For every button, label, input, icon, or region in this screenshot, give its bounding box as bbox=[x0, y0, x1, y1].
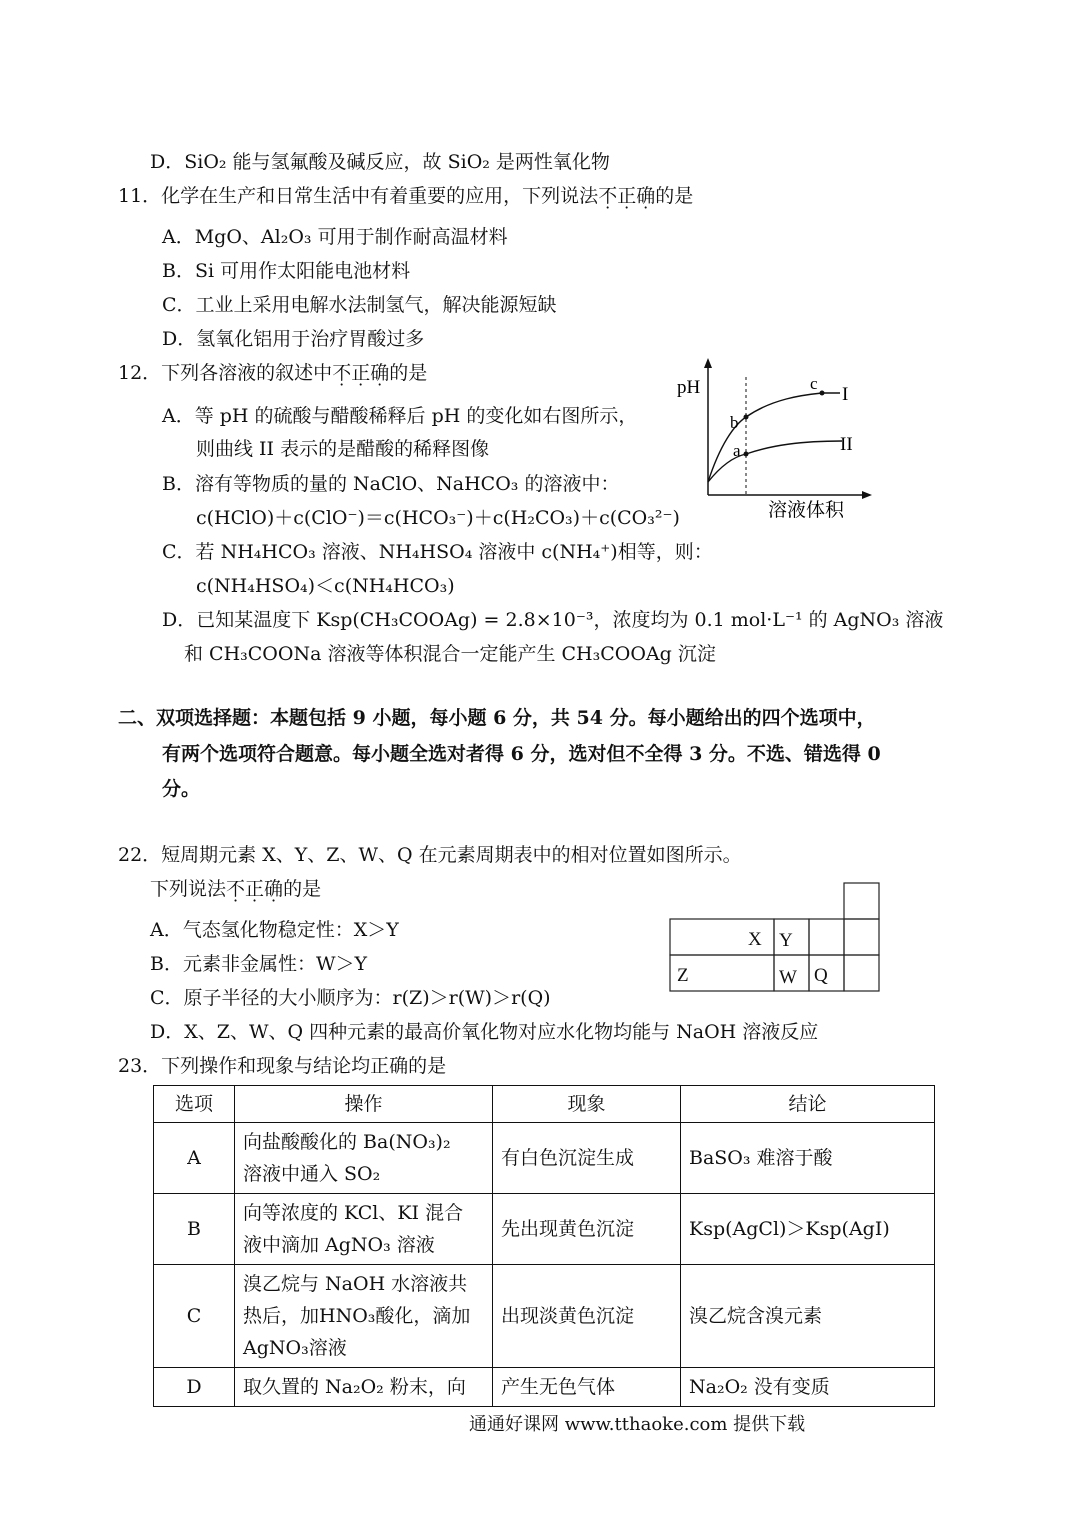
cell-row1-c3 bbox=[809, 919, 844, 955]
q23-answer-table bbox=[153, 1085, 935, 1407]
q22-option-a: A．气态氢化物稳定性：X＞Y bbox=[150, 919, 399, 941]
q12-option-c-line2: c(NH₄HSO₄)＜c(NH₄HCO₃) bbox=[196, 575, 455, 597]
q11-option-b: B．Si 可用作太阳能电池材料 bbox=[162, 260, 411, 282]
cell-top-right bbox=[844, 883, 879, 919]
row-c-op-line3: AgNO₃溶液 bbox=[243, 1337, 347, 1359]
point-c-label: c bbox=[810, 374, 818, 393]
curve-i-label: I bbox=[842, 384, 849, 405]
row-a-op-line2: 溶液中通入 SO₂ bbox=[243, 1163, 381, 1185]
ph-dilution-graph bbox=[672, 355, 877, 520]
q12-option-a-line1: A．等 pH 的硫酸与醋酸稀释后 pH 的变化如右图所示， bbox=[162, 405, 638, 427]
element-z: Z bbox=[677, 965, 689, 986]
q11-option-a: A．MgO、Al₂O₃ 可用于制作耐高温材料 bbox=[162, 226, 508, 248]
header-conclusion: 结论 bbox=[681, 1086, 935, 1123]
row-a-operation bbox=[235, 1123, 493, 1194]
q11-stem-b: 的是 bbox=[655, 185, 694, 207]
row-a-option: A bbox=[154, 1123, 235, 1194]
q11-stem bbox=[118, 184, 693, 208]
row-b-op-line1: 向等浓度的 KCl、KI 混合 bbox=[243, 1202, 464, 1224]
q22-option-c: C．原子半径的大小顺序为：r(Z)＞r(W)＞r(Q) bbox=[150, 987, 551, 1009]
point-b-label: b bbox=[730, 413, 739, 432]
cell-row1-c4 bbox=[844, 919, 879, 955]
row-d-option: D bbox=[154, 1368, 235, 1407]
q11-option-d: D．氢氧化铝用于治疗胃酸过多 bbox=[162, 328, 425, 350]
row-b-op-line2: 液中滴加 AgNO₃ 溶液 bbox=[243, 1234, 435, 1256]
row-d-phenomenon: 产生无色气体 bbox=[493, 1368, 681, 1407]
x-axis-label: 溶液体积 bbox=[768, 500, 845, 520]
q22-emphasis-3: 确 bbox=[264, 878, 284, 900]
section2-heading-line2: 有两个选项符合题意。每小题全选对者得 6 分，选对但不全得 3 分。不选、错选得 0 bbox=[162, 743, 881, 765]
table-row bbox=[154, 1265, 935, 1368]
periodic-table-fragment bbox=[668, 881, 882, 995]
q12-emphasis-2: 正 bbox=[351, 362, 371, 384]
element-y: Y bbox=[779, 930, 793, 951]
curve-ii bbox=[708, 441, 842, 482]
row-b-conclusion: Ksp(AgCl)＞Ksp(AgI) bbox=[681, 1194, 935, 1265]
row-c-conclusion: 溴乙烷含溴元素 bbox=[681, 1265, 935, 1368]
element-x: X bbox=[748, 929, 762, 950]
q12-emphasis-3: 确 bbox=[370, 362, 390, 384]
point-c bbox=[820, 391, 825, 396]
q12-emphasis-1: 不 bbox=[332, 362, 352, 384]
section2-heading-line3: 分。 bbox=[162, 778, 201, 800]
table-row bbox=[154, 1194, 935, 1265]
element-q: Q bbox=[814, 965, 828, 986]
point-a bbox=[744, 452, 749, 457]
x-axis-arrow bbox=[862, 491, 872, 499]
q11-option-c: C．工业上采用电解水法制氢气，解决能源短缺 bbox=[162, 294, 557, 316]
q12-option-d-line1: D．已知某温度下 Ksp(CH₃COOAg) = 2.8×10⁻³，浓度均为 0.1 mol·L⁻¹ 的 AgNO₃ 溶液 bbox=[162, 609, 944, 631]
y-axis-label: pH bbox=[677, 377, 701, 398]
q11-emphasis-2: 正 bbox=[617, 185, 637, 207]
q22-option-d: D．X、Z、W、Q 四种元素的最高价氧化物对应水化物均能与 NaOH 溶液反应 bbox=[150, 1021, 819, 1043]
q12-stem-b: 的是 bbox=[389, 362, 428, 384]
row-a-conclusion: BaSO₃ 难溶于酸 bbox=[681, 1123, 935, 1194]
q10-option-d: D．SiO₂ 能与氢氟酸及碱反应，故 SiO₂ 是两性氧化物 bbox=[150, 151, 610, 173]
table-row bbox=[154, 1368, 935, 1407]
q12-option-c-line1: C．若 NH₄HCO₃ 溶液、NH₄HSO₄ 溶液中 c(NH₄⁺)相等，则： bbox=[162, 541, 713, 563]
row-b-option: B bbox=[154, 1194, 235, 1265]
q22-emphasis-1: 不 bbox=[226, 878, 246, 900]
q11-stem-a: 11．化学在生产和日常生活中有着重要的应用，下列说法 bbox=[118, 185, 599, 207]
section2-heading-line1: 二、双项选择题：本题包括 9 小题，每小题 6 分，共 54 分。每小题给出的四个选项中， bbox=[118, 707, 876, 729]
q22-stem-line2 bbox=[150, 877, 321, 901]
q12-stem bbox=[118, 361, 427, 385]
q11-emphasis-3: 确 bbox=[636, 185, 656, 207]
q22-stem-line1: 22．短周期元素 X、Y、Z、W、Q 在元素周期表中的相对位置如图所示。 bbox=[118, 844, 742, 866]
element-w: W bbox=[779, 967, 797, 988]
row-b-operation bbox=[235, 1194, 493, 1265]
q11-emphasis-1: 不 bbox=[598, 185, 618, 207]
q12-option-d-line2: 和 CH₃COONa 溶液等体积混合一定能产生 CH₃COOAg 沉淀 bbox=[184, 643, 716, 665]
table-header-row bbox=[154, 1086, 935, 1123]
q22-emphasis-2: 正 bbox=[245, 878, 265, 900]
point-b bbox=[744, 415, 749, 420]
y-axis-arrow bbox=[704, 358, 712, 368]
row-c-phenomenon: 出现淡黄色沉淀 bbox=[493, 1265, 681, 1368]
row-c-option: C bbox=[154, 1265, 235, 1368]
row-a-op-line1: 向盐酸酸化的 Ba(NO₃)₂ bbox=[243, 1131, 451, 1153]
q12-option-b-line1: B．溶有等物质的量的 NaClO、NaHCO₃ 的溶液中： bbox=[162, 473, 620, 495]
footer-download-note: 通通好课网 www.tthaoke.com 提供下载 bbox=[469, 1414, 806, 1435]
q23-stem: 23．下列操作和现象与结论均正确的是 bbox=[118, 1055, 447, 1077]
row-d-operation: 取久置的 Na₂O₂ 粉末，向 bbox=[235, 1368, 493, 1407]
cell-row2-c4 bbox=[844, 955, 879, 991]
row-c-op-line2: 热后，加HNO₃酸化，滴加 bbox=[243, 1305, 471, 1327]
q22-stem2-a: 下列说法 bbox=[150, 878, 227, 900]
q22-stem2-b: 的是 bbox=[283, 878, 322, 900]
header-phenomenon: 现象 bbox=[493, 1086, 681, 1123]
q12-option-b-line2: c(HClO)＋c(ClO⁻)＝c(HCO₃⁻)＋c(H₂CO₃)＋c(CO₃²⁻) bbox=[196, 507, 680, 529]
row-d-conclusion: Na₂O₂ 没有变质 bbox=[681, 1368, 935, 1407]
table-row bbox=[154, 1123, 935, 1194]
header-option: 选项 bbox=[154, 1086, 235, 1123]
curve-ii-label: II bbox=[840, 434, 853, 455]
row-b-phenomenon: 先出现黄色沉淀 bbox=[493, 1194, 681, 1265]
curve-i bbox=[708, 393, 822, 482]
row-c-op-line1: 溴乙烷与 NaOH 水溶液共 bbox=[243, 1273, 468, 1295]
q22-option-b: B．元素非金属性：W＞Y bbox=[150, 953, 368, 975]
row-c-operation bbox=[235, 1265, 493, 1368]
row-a-phenomenon: 有白色沉淀生成 bbox=[493, 1123, 681, 1194]
header-operation: 操作 bbox=[235, 1086, 493, 1123]
point-a-label: a bbox=[733, 441, 741, 460]
q12-option-a-line2: 则曲线 II 表示的是醋酸的稀释图像 bbox=[196, 438, 490, 460]
q12-stem-a: 12．下列各溶液的叙述中 bbox=[118, 362, 333, 384]
